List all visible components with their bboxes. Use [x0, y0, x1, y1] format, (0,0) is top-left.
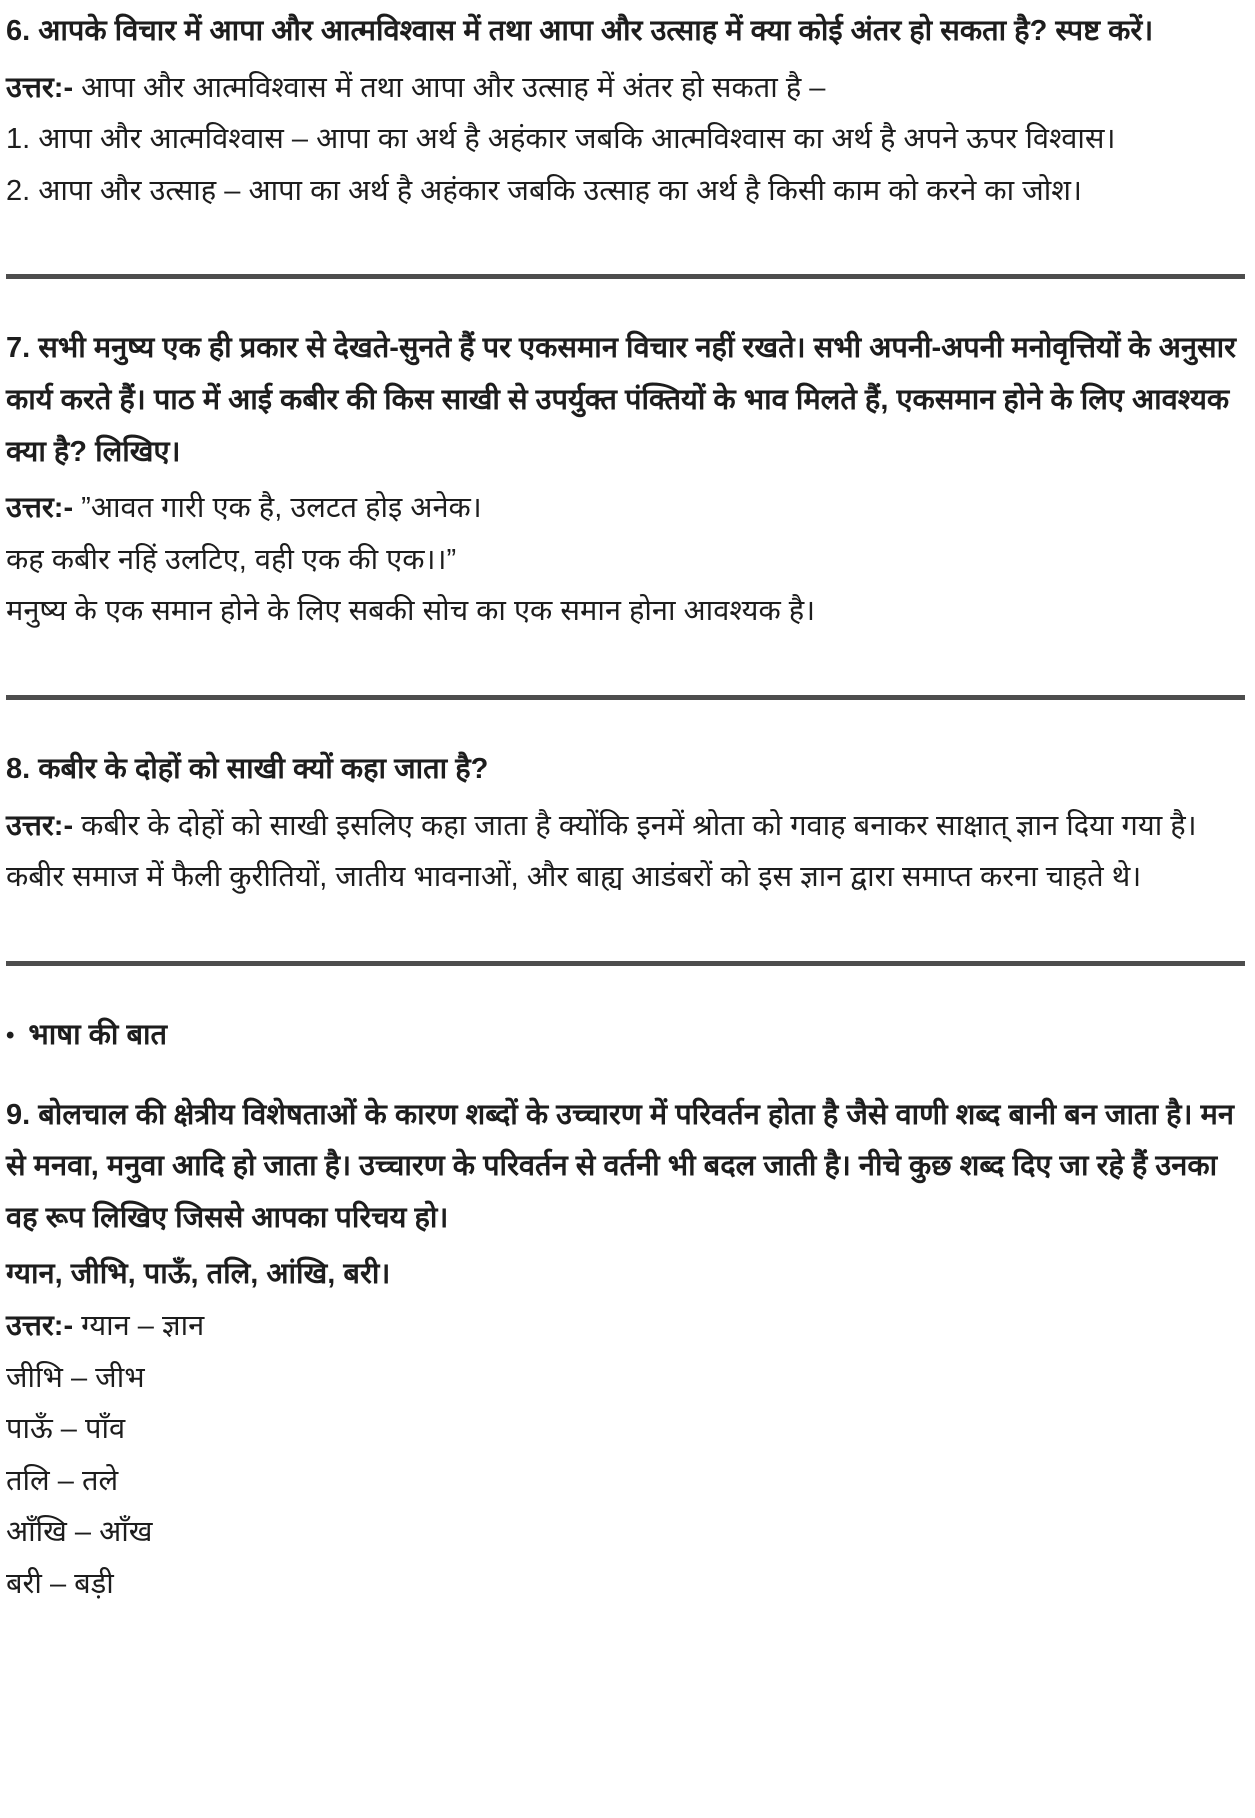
language-section-heading — [6, 1010, 1245, 1062]
answer-6-intro — [6, 63, 1245, 115]
language-section-title: भाषा की बात — [28, 1018, 168, 1051]
question-6-text: 6. आपके विचार में आपा और आत्मविश्वास में तथा आपा और उत्साह में क्या कोई अंतर हो सकता है? स्पष्ट करें। — [6, 15, 1154, 47]
question-8-section — [6, 744, 1245, 904]
answer-6-point-2: 2. आपा और उत्साह – आपा का अर्थ है अहंकार जबकि उत्साह का अर्थ है किसी काम को करने का जोश। — [6, 174, 1082, 207]
word-pair-5: आँखि – आँख — [6, 1516, 153, 1549]
question-6-section — [6, 6, 1245, 217]
word-pair-1: ग्यान – ज्ञान — [81, 1309, 205, 1342]
answer-8-text-para — [6, 801, 1245, 904]
answer-7-label: उत्तर:- — [6, 492, 74, 525]
answer-8-text: कबीर के दोहों को साखी इसलिए कहा जाता है क्योंकि इनमें श्रोता को गवाह बनाकर साक्षात् ज्ञान दिया गया है। कबीर समाज में फैली कुरीतियों, जातीय भावनाओं, और बाह्य आडंबरों को इस ज्ञान द्वारा समाप्त करना चाहते थे। — [6, 809, 1197, 894]
answer-7-couplet-line-2: कह कबीर नहिं उलटिए, वही एक की एक।।” — [6, 543, 457, 576]
answer-6-point-1: 1. आपा और आत्मविश्वास – आपा का अर्थ है अहंकार जबकि आत्मविश्वास का अर्थ है अपने ऊपर विश्वास। — [6, 123, 1116, 156]
section-divider — [6, 274, 1245, 279]
question-8-text: 8. कबीर के दोहों को साखी क्यों कहा जाता है? — [6, 753, 489, 786]
section-divider — [6, 695, 1245, 700]
word-pair-4: तलि – तले — [6, 1464, 119, 1497]
answer-6-label: उत्तर:- — [6, 71, 74, 104]
answer-7-text: मनुष्य के एक समान होने के लिए सबकी सोच का एक समान होना आवश्यक है। — [6, 595, 816, 628]
question-9-word-list: ग्यान, जीभि, पाऊँ, तलि, आंखि, बरी। — [6, 1258, 391, 1291]
answer-7-couplet-line-1 — [6, 483, 1245, 535]
word-pair-6: बरी – बड़ी — [6, 1568, 114, 1601]
word-pair-3: पाऊँ – पाँव — [6, 1413, 126, 1446]
question-7-text: 7. सभी मनुष्य एक ही प्रकार से देखते-सुनते हैं पर एकसमान विचार नहीं रखते। सभी अपनी-अपनी मनोवृत्तियों के अनुसार कार्य करते हैं। पाठ में आई कबीर की किस साखी से उपर्युक्त पंक्तियों के भाव मिलते हैं, एकसमान होने के लिए आवश्यक क्या है? लिखिए। — [6, 332, 1236, 468]
word-pair-2: जीभि – जीभ — [6, 1361, 145, 1394]
answer-8-label: उत्तर:- — [6, 809, 74, 842]
bullet-icon: • — [6, 1021, 15, 1049]
question-7-section — [6, 323, 1245, 638]
answer-9-label: उत्तर:- — [6, 1309, 74, 1342]
couplet-line-1-text: ”आवत गारी एक है, उलटत होइ अनेक। — [81, 492, 482, 525]
answer-6-intro-text: आपा और आत्मविश्वास में तथा आपा और उत्साह में अंतर हो सकता है – — [81, 71, 826, 104]
question-9-text: 9. बोलचाल की क्षेत्रीय विशेषताओं के कारण शब्दों के उच्चारण में परिवर्तन होता है जैसे वाणी शब्द बानी बन जाता है। मन से मनवा, मनुवा आदि हो जाता है। उच्चारण के परिवर्तन से वर्तनी भी बदल जाती है। नीचे कुछ शब्द दिए जा रहे हैं उनका वह रूप लिखिए जिससे आपका परिचय हो। — [6, 1098, 1234, 1234]
answer-9-first-pair — [6, 1301, 1245, 1353]
section-divider — [6, 961, 1245, 966]
language-section — [6, 1010, 1245, 1611]
